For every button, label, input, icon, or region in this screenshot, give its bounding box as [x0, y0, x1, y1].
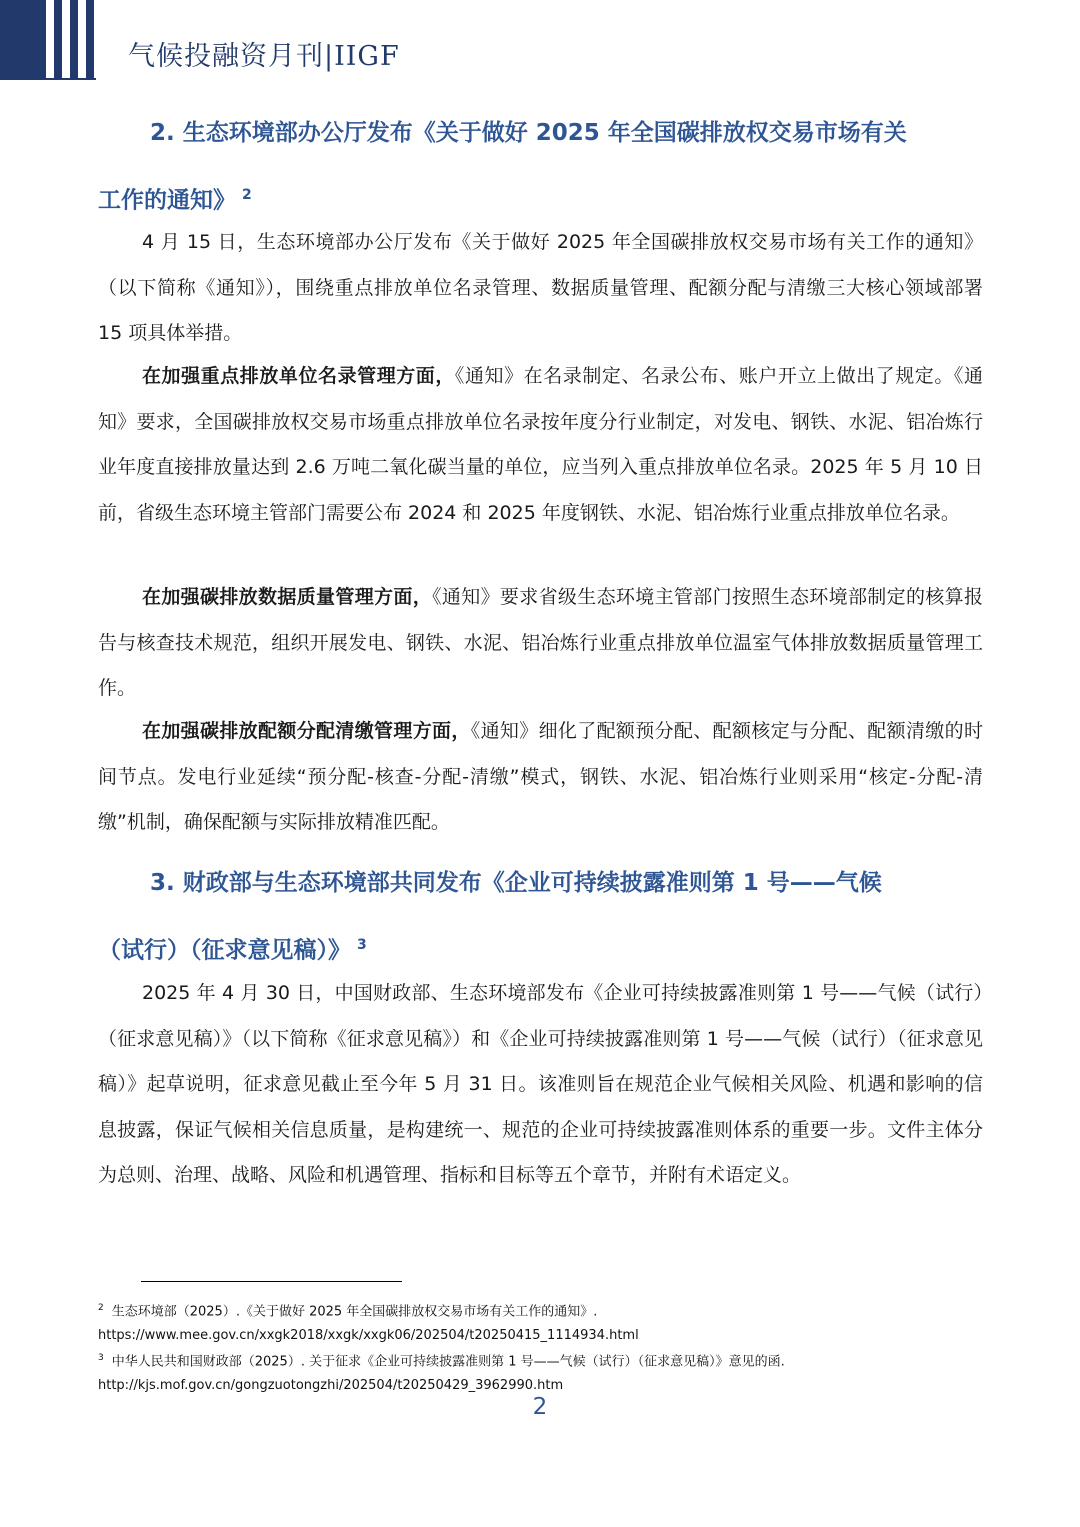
section-heading: [98, 852, 983, 982]
section-heading-line2: 工作的通知》 $^2$: [98, 187, 252, 214]
page-header: [0, 0, 1080, 90]
section-heading-line1: 2. 生态环境部办公厅发布《关于做好 2025 年全国碳排放权交易市场有关: [150, 120, 907, 146]
body-paragraph: 在加强碳排放数据质量管理方面，《通知》要求省级生态环境主管部门按照生态环境部制定的核算报告与核查技术规范，组织开展发电、钢铁、水泥、铝冶炼行业重点排放单位温室气体排放数据质量管理工作。: [98, 586, 983, 699]
header-logo-bar: [0, 0, 46, 78]
body-paragraph: 在加强碳排放配额分配清缴管理方面，《通知》细化了配额预分配、配额核定与分配、配额清缴的时间节点。发电行业延续“预分配-核查-分配-清缴”模式，钢铁、水泥、铝冶炼行业则采用“核定-分配-清缴”机制，确保配额与实际排放精准匹配。: [98, 720, 983, 833]
section-heading: [98, 102, 983, 232]
footnote-link[interactable]: http://kjs.mof.gov.cn/gongzuotongzhi/202504/t20250429_3962990.htm: [98, 1378, 564, 1394]
section-heading-line2: （试行）（征求意见稿）》 $^3$: [98, 937, 367, 964]
footnote-ref[interactable]: 2: [242, 187, 252, 203]
body-paragraph: 2025 年 4 月 30 日，中国财政部、生态环境部发布《企业可持续披露准则第 1 号——气候（试行）（征求意见稿）》（以下简称《征求意见稿》）和《企业可持续披露准则第 1 号——气候（试行）（征求意见稿）》起草说明，征求意见截止至今年 5 月 31 日。该准则旨在规范企业气候相关风险、机遇和影响的信息披露，保证气候相关信息质量，是构建统一、规范的企业可持续披露准则体系的重要一步。文件主体分为总则、治理、战略、风险和机遇管理、指标和目标等五个章节，并附有术语定义。: [98, 982, 983, 1186]
header-underline: [0, 78, 96, 80]
header-stripe: [54, 0, 62, 78]
page-number: 2: [532, 1394, 548, 1420]
paragraph-lead: 在加强重点排放单位名录管理方面，: [142, 365, 455, 387]
paragraph-lead: 在加强碳排放数据质量管理方面，: [142, 586, 433, 608]
footnote: $^3$ 中华人民共和国财政部（2025）. 关于征求《企业可持续披露准则第 1 号——气候（试行）（征求意见稿）》意见的函. http://kjs.mof.gov.cn/gongzuotongzhi/202504/t20250429_3962990.htm: [98, 1346, 988, 1398]
footnote-ref[interactable]: 3: [357, 937, 367, 953]
header-stripe: [86, 0, 94, 78]
footnote-divider: [141, 1281, 402, 1282]
paragraph-lead: 在加强碳排放配额分配清缴管理方面，: [142, 720, 471, 742]
body-paragraph: 在加强重点排放单位名录管理方面，《通知》在名录制定、名录公布、账户开立上做出了规定。《通知》要求，全国碳排放权交易市场重点排放单位名录按年度分行业制定，对发电、钢铁、水泥、铝冶炼行业年度直接排放量达到 2.6 万吨二氧化碳当量的单位，应当列入重点排放单位名录。2025 年 5 月 10 日前，省级生态环境主管部门需要公布 2024 和 2025 年度钢铁、水泥、铝冶炼行业重点排放单位名录。: [98, 365, 983, 524]
header-stripe: [70, 0, 78, 78]
magazine-title: 气候投融资月刊|IIGF: [128, 41, 400, 72]
section-heading-line1: 3. 财政部与生态环境部共同发布《企业可持续披露准则第 1 号——气候: [150, 870, 882, 896]
footnote-link[interactable]: https://www.mee.gov.cn/xxgk2018/xxgk/xxgk06/202504/t20250415_1114934.html: [98, 1328, 639, 1344]
footnote: $^2$ 生态环境部（2025）.《关于做好 2025 年全国碳排放权交易市场有关工作的通知》. https://www.mee.gov.cn/xxgk2018/xxgk/xxgk06/202504/t20250415_1114934.html: [98, 1296, 988, 1348]
body-paragraph: 4 月 15 日，生态环境部办公厅发布《关于做好 2025 年全国碳排放权交易市场有关工作的通知》（以下简称《通知》），围绕重点排放单位名录管理、数据质量管理、配额分配与清缴三大核心领域部署 15 项具体举措。: [98, 231, 983, 344]
